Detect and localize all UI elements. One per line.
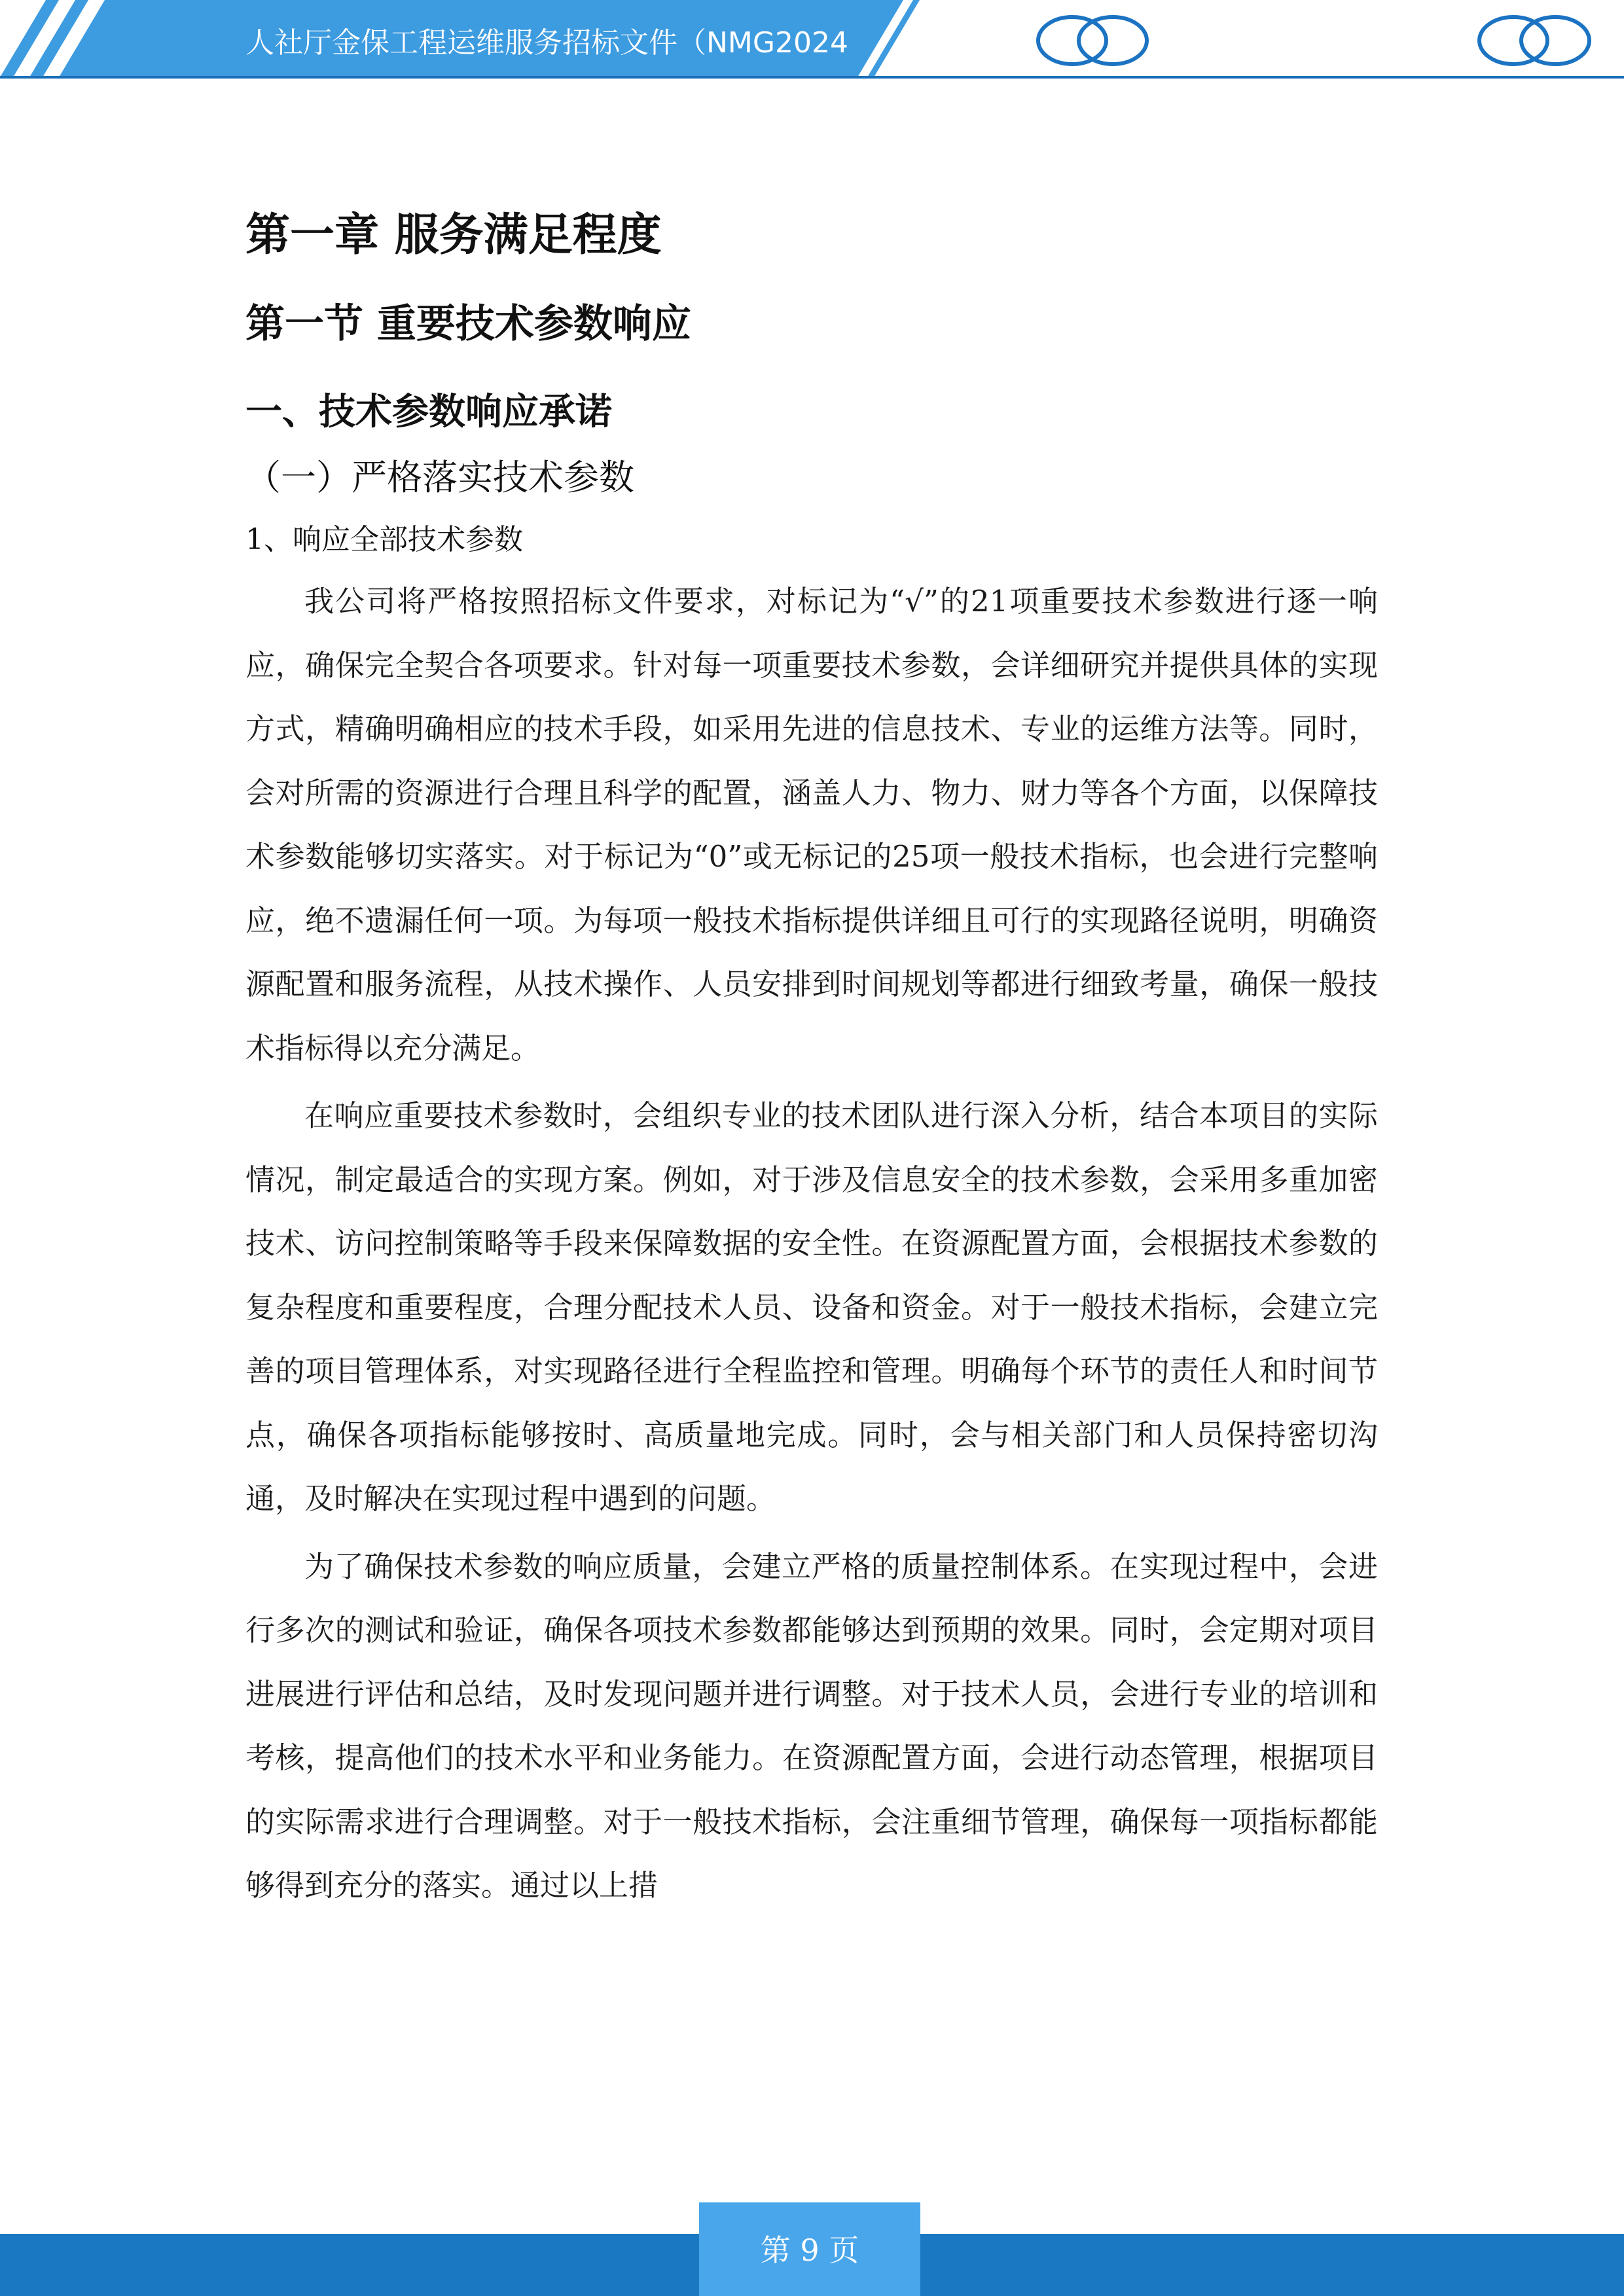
header-stripe-1 (0, 0, 59, 77)
paragraph-1: 我公司将严格按照招标文件要求，对标记为“√”的21项重要技术参数进行逐一响应，确保完全契合各项要求。针对每一项重要技术参数，会详细研究并提供具体的实现方式，精确明确相应的技术手段，如采用先进的信息技术、专业的运维方法等。同时，会对所需的资源进行合理且科学的配置，涵盖人力、物力、财力等各个方面，以保障技术参数能够切实落实。对于标记为“0”或无标记的25项一般技术指标，也会进行完整响应，绝不遗漏任何一项。为每项一般技术指标提供详细且可行的实现路径说明，明确资源配置和服务流程，从技术操作、人员安排到时间规划等都进行细致考量，确保一般技术指标得以充分满足。 (245, 584, 1378, 1066)
section-title: 第一节 重要技术参数响应 (245, 301, 691, 347)
double-ring-logo-icon (1038, 17, 1147, 64)
chapter-title: 第一章 服务满足程度 (245, 209, 662, 261)
header-line (0, 76, 1624, 79)
document-body (245, 196, 1378, 1922)
header-title: 人社厅金保工程运维服务招标文件（NMG2024 (245, 26, 848, 60)
subsubsection-title: （一）严格落实技术参数 (245, 457, 634, 498)
item-title: 1、响应全部技术参数 (245, 523, 523, 556)
paragraph-2: 在响应重要技术参数时，会组织专业的技术团队进行深入分析，结合本项目的实际情况，制定最适合的实现方案。例如，对于涉及信息安全的技术参数，会采用多重加密技术、访问控制策略等手段来保障数据的安全性。在资源配置方面，会根据技术参数的复杂程度和重要程度，合理分配技术人员、设备和资金。对于一般技术指标，会建立完善的项目管理体系，对实现路径进行全程监控和管理。明确每个环节的责任人和时间节点，确保各项指标能够按时、高质量地完成。同时，会与相关部门和人员保持密切沟通，及时解决在实现过程中遇到的问题。 (245, 1098, 1378, 1516)
double-ring-logo-icon (1479, 17, 1589, 64)
page-number: 第 9 页 (760, 2233, 859, 2268)
paragraph-3: 为了确保技术参数的响应质量，会建立严格的质量控制体系。在实现过程中，会进行多次的测试和验证，确保各项技术参数都能够达到预期的效果。同时，会定期对项目进展进行评估和总结，及时发现问题并进行调整。对于技术人员，会进行专业的培训和考核，提高他们的技术水平和业务能力。在资源配置方面，会进行动态管理，根据项目的实际需求进行合理调整。对于一般技术指标，会注重细节管理，确保每一项指标都能够得到充分的落实。通过以上措 (245, 1549, 1378, 1903)
subsection-title: 一、技术参数响应承诺 (245, 391, 612, 433)
page-header (0, 0, 1624, 85)
